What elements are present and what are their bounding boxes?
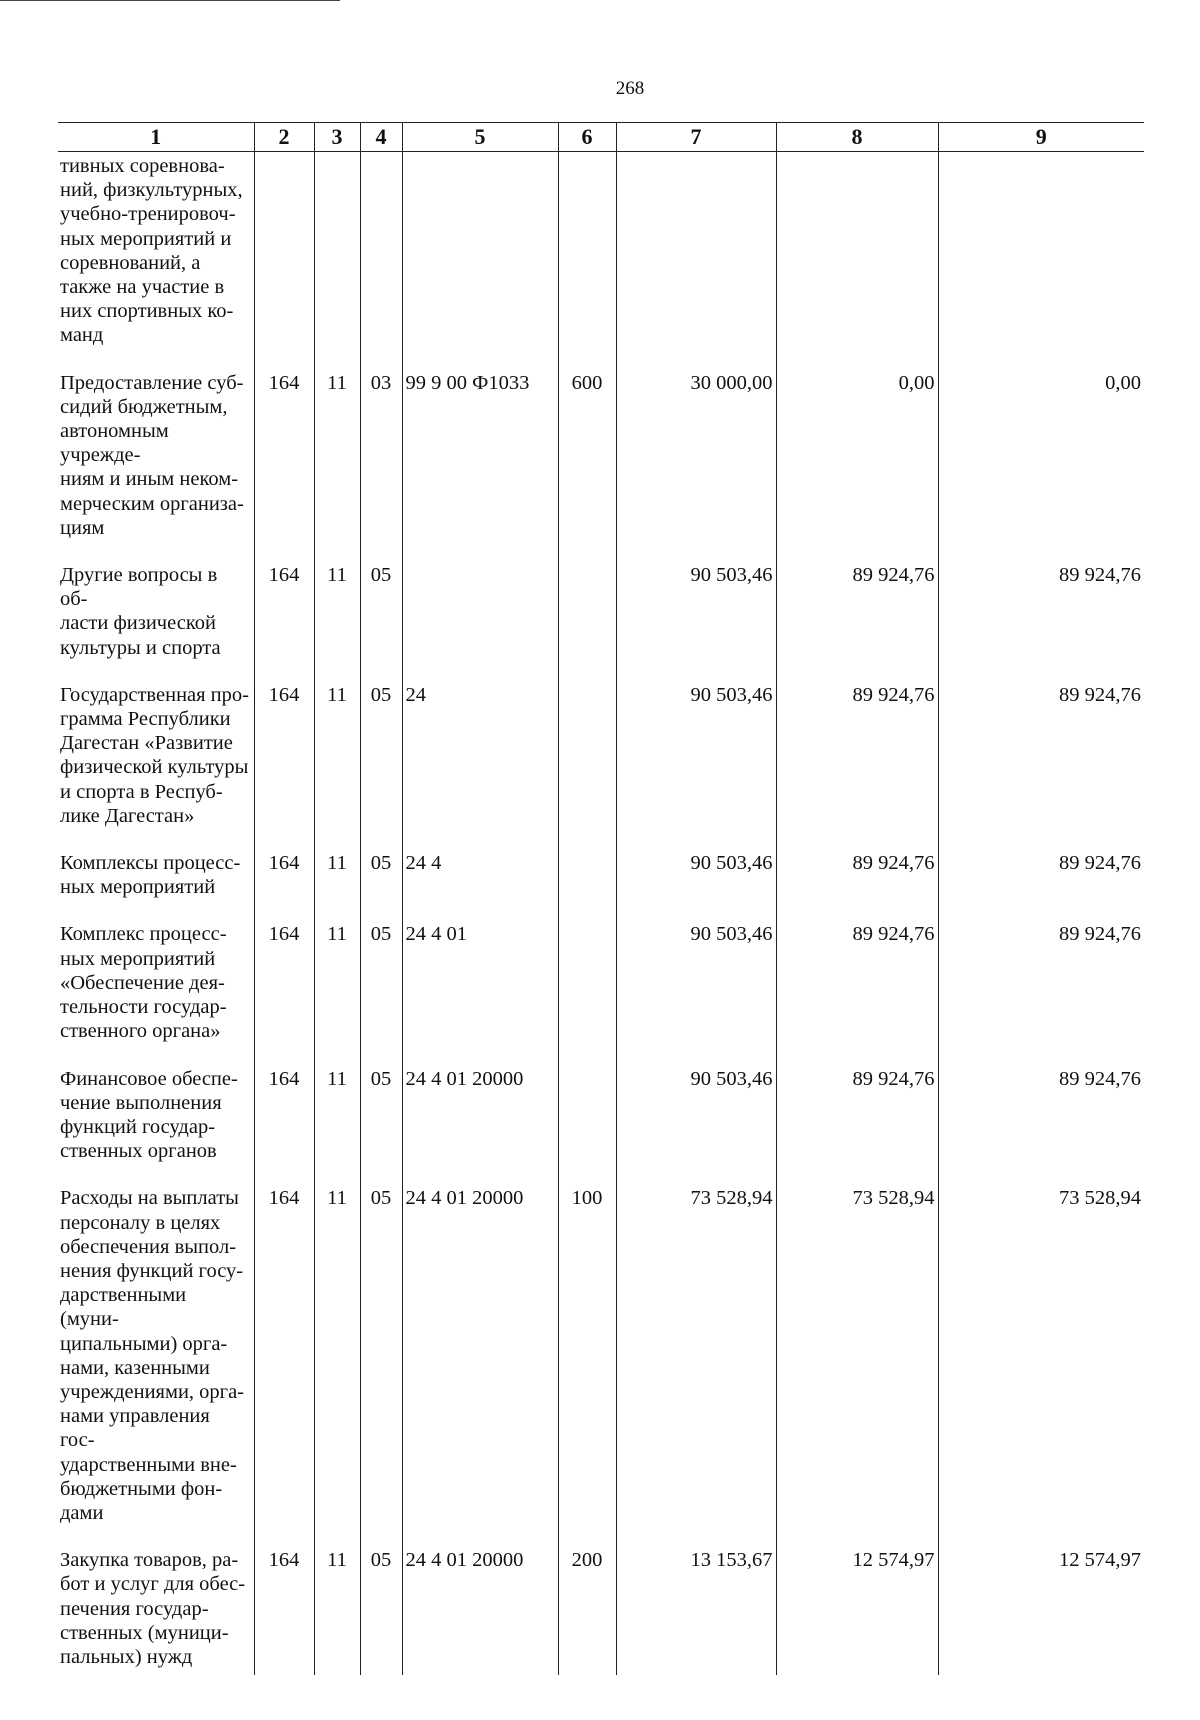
cell-col-3: 11 — [314, 850, 360, 921]
row-name: Другие вопросы в об- ласти физической культуры и спорта — [60, 564, 221, 659]
cell-col-8 — [776, 152, 938, 370]
cell-col-9: 89 924,76 — [938, 1066, 1144, 1186]
cell-col-4: 05 — [360, 1547, 402, 1675]
cell-col-9: 73 528,94 — [938, 1185, 1144, 1547]
column-header-8: 8 — [776, 123, 938, 152]
cell-col-6 — [558, 850, 616, 921]
cell-col-9: 12 574,97 — [938, 1547, 1144, 1675]
budget-table — [58, 122, 1144, 1675]
table-row — [58, 1066, 1144, 1186]
cell-col-9: 0,00 — [938, 370, 1144, 562]
cell-col-9: 89 924,76 — [938, 682, 1144, 850]
cell-col-4: 05 — [360, 850, 402, 921]
cell-col-3: 11 — [314, 562, 360, 682]
cell-col-3: 11 — [314, 1547, 360, 1675]
table-row — [58, 1547, 1144, 1675]
cell-col-5 — [402, 562, 558, 682]
column-header-6: 6 — [558, 123, 616, 152]
cell-col-2: 164 — [254, 1066, 314, 1186]
column-header-7: 7 — [616, 123, 776, 152]
cell-col-8: 73 528,94 — [776, 1185, 938, 1547]
cell-col-4: 05 — [360, 562, 402, 682]
cell-col-8: 89 924,76 — [776, 682, 938, 850]
cell-col-7: 30 000,00 — [616, 370, 776, 562]
cell-col-9: 89 924,76 — [938, 562, 1144, 682]
cell-col-6 — [558, 921, 616, 1065]
column-header-1: 1 — [58, 123, 254, 152]
cell-col-4: 05 — [360, 1066, 402, 1186]
row-name: Закупка товаров, ра- бот и услуг для обес- печения государ- ственных (муници- пальных) нужд — [60, 1549, 246, 1668]
table-row — [58, 562, 1144, 682]
cell-col-6 — [558, 682, 616, 850]
column-header-3: 3 — [314, 123, 360, 152]
cell-col-7: 90 503,46 — [616, 682, 776, 850]
table-row — [58, 682, 1144, 850]
row-name: Расходы на выплаты персоналу в целях обеспечения выпол- нения функций госу- дарственными (муни- ципальными) орга- нами, казенными учреждениями, орга- нами управления гос- ударственными вне- бюджетными фон- дами — [60, 1187, 244, 1524]
row-name: тивных соревнова- ний, физкультурных, учебно-тренировоч- ных мероприятий и соревнований, а также на участие в них спортивных ко- манд — [60, 155, 243, 347]
top-edge-rule — [0, 0, 340, 1]
cell-col-6 — [558, 562, 616, 682]
table-row — [58, 921, 1144, 1065]
table-header-row — [58, 123, 1144, 152]
cell-col-2: 164 — [254, 562, 314, 682]
cell-col-5: 24 — [402, 682, 558, 850]
cell-col-9 — [938, 152, 1144, 370]
row-name: Комплексы процесс- ных мероприятий — [60, 852, 241, 899]
cell-col-5 — [402, 152, 558, 370]
cell-col-3 — [314, 152, 360, 370]
table-row — [58, 370, 1144, 562]
cell-col-8: 0,00 — [776, 370, 938, 562]
cell-col-8: 89 924,76 — [776, 562, 938, 682]
cell-col-7: 73 528,94 — [616, 1185, 776, 1547]
table-header — [58, 123, 1144, 152]
cell-col-5: 24 4 01 — [402, 921, 558, 1065]
cell-col-4: 05 — [360, 1185, 402, 1547]
cell-col-2: 164 — [254, 1185, 314, 1547]
cell-col-7: 90 503,46 — [616, 1066, 776, 1186]
cell-col-6 — [558, 1066, 616, 1186]
cell-col-3: 11 — [314, 1185, 360, 1547]
cell-col-5: 24 4 — [402, 850, 558, 921]
cell-col-4 — [360, 152, 402, 370]
row-name: Финансовое обеспе- чение выполнения функций государ- ственных органов — [60, 1067, 238, 1163]
cell-col-8: 89 924,76 — [776, 1066, 938, 1186]
column-header-2: 2 — [254, 123, 314, 152]
cell-col-7: 13 153,67 — [616, 1547, 776, 1675]
table-row — [58, 152, 1144, 370]
cell-col-6: 100 — [558, 1185, 616, 1547]
table-row — [58, 1185, 1144, 1547]
cell-col-7: 90 503,46 — [616, 921, 776, 1065]
cell-col-7: 90 503,46 — [616, 850, 776, 921]
cell-col-3: 11 — [314, 370, 360, 562]
cell-col-3: 11 — [314, 1066, 360, 1186]
cell-col-5: 24 4 01 20000 — [402, 1185, 558, 1547]
cell-col-5: 24 4 01 20000 — [402, 1547, 558, 1675]
cell-col-4: 05 — [360, 921, 402, 1065]
cell-col-4: 03 — [360, 370, 402, 562]
table-row — [58, 850, 1144, 921]
cell-col-6 — [558, 152, 616, 370]
cell-col-8: 12 574,97 — [776, 1547, 938, 1675]
column-header-4: 4 — [360, 123, 402, 152]
row-name: Предоставление суб- сидий бюджетным, автономным учрежде- ниям и иным неком- мерческим организа- циям — [60, 371, 244, 539]
cell-col-2 — [254, 152, 314, 370]
cell-col-7 — [616, 152, 776, 370]
cell-col-2: 164 — [254, 682, 314, 850]
page-number: 268 — [615, 78, 645, 99]
cell-col-2: 164 — [254, 1547, 314, 1675]
cell-col-4: 05 — [360, 682, 402, 850]
column-header-9: 9 — [938, 123, 1144, 152]
cell-col-2: 164 — [254, 370, 314, 562]
cell-col-3: 11 — [314, 682, 360, 850]
cell-col-6: 600 — [558, 370, 616, 562]
cell-col-8: 89 924,76 — [776, 850, 938, 921]
cell-col-6: 200 — [558, 1547, 616, 1675]
cell-col-5: 99 9 00 Ф1033 — [402, 370, 558, 562]
table-body — [58, 152, 1144, 1676]
cell-col-8: 89 924,76 — [776, 921, 938, 1065]
cell-col-5: 24 4 01 20000 — [402, 1066, 558, 1186]
column-header-5: 5 — [402, 123, 558, 152]
cell-col-2: 164 — [254, 850, 314, 921]
cell-col-9: 89 924,76 — [938, 850, 1144, 921]
row-name: Государственная про- грамма Республики Дагестан «Развитие физической культуры и спорта в Респуб- лике Дагестан» — [60, 683, 249, 827]
cell-col-2: 164 — [254, 921, 314, 1065]
cell-col-3: 11 — [314, 921, 360, 1065]
cell-col-7: 90 503,46 — [616, 562, 776, 682]
row-name: Комплекс процесс- ных мероприятий «Обеспечение дея- тельности государ- ственного органа» — [60, 923, 227, 1043]
cell-col-9: 89 924,76 — [938, 921, 1144, 1065]
